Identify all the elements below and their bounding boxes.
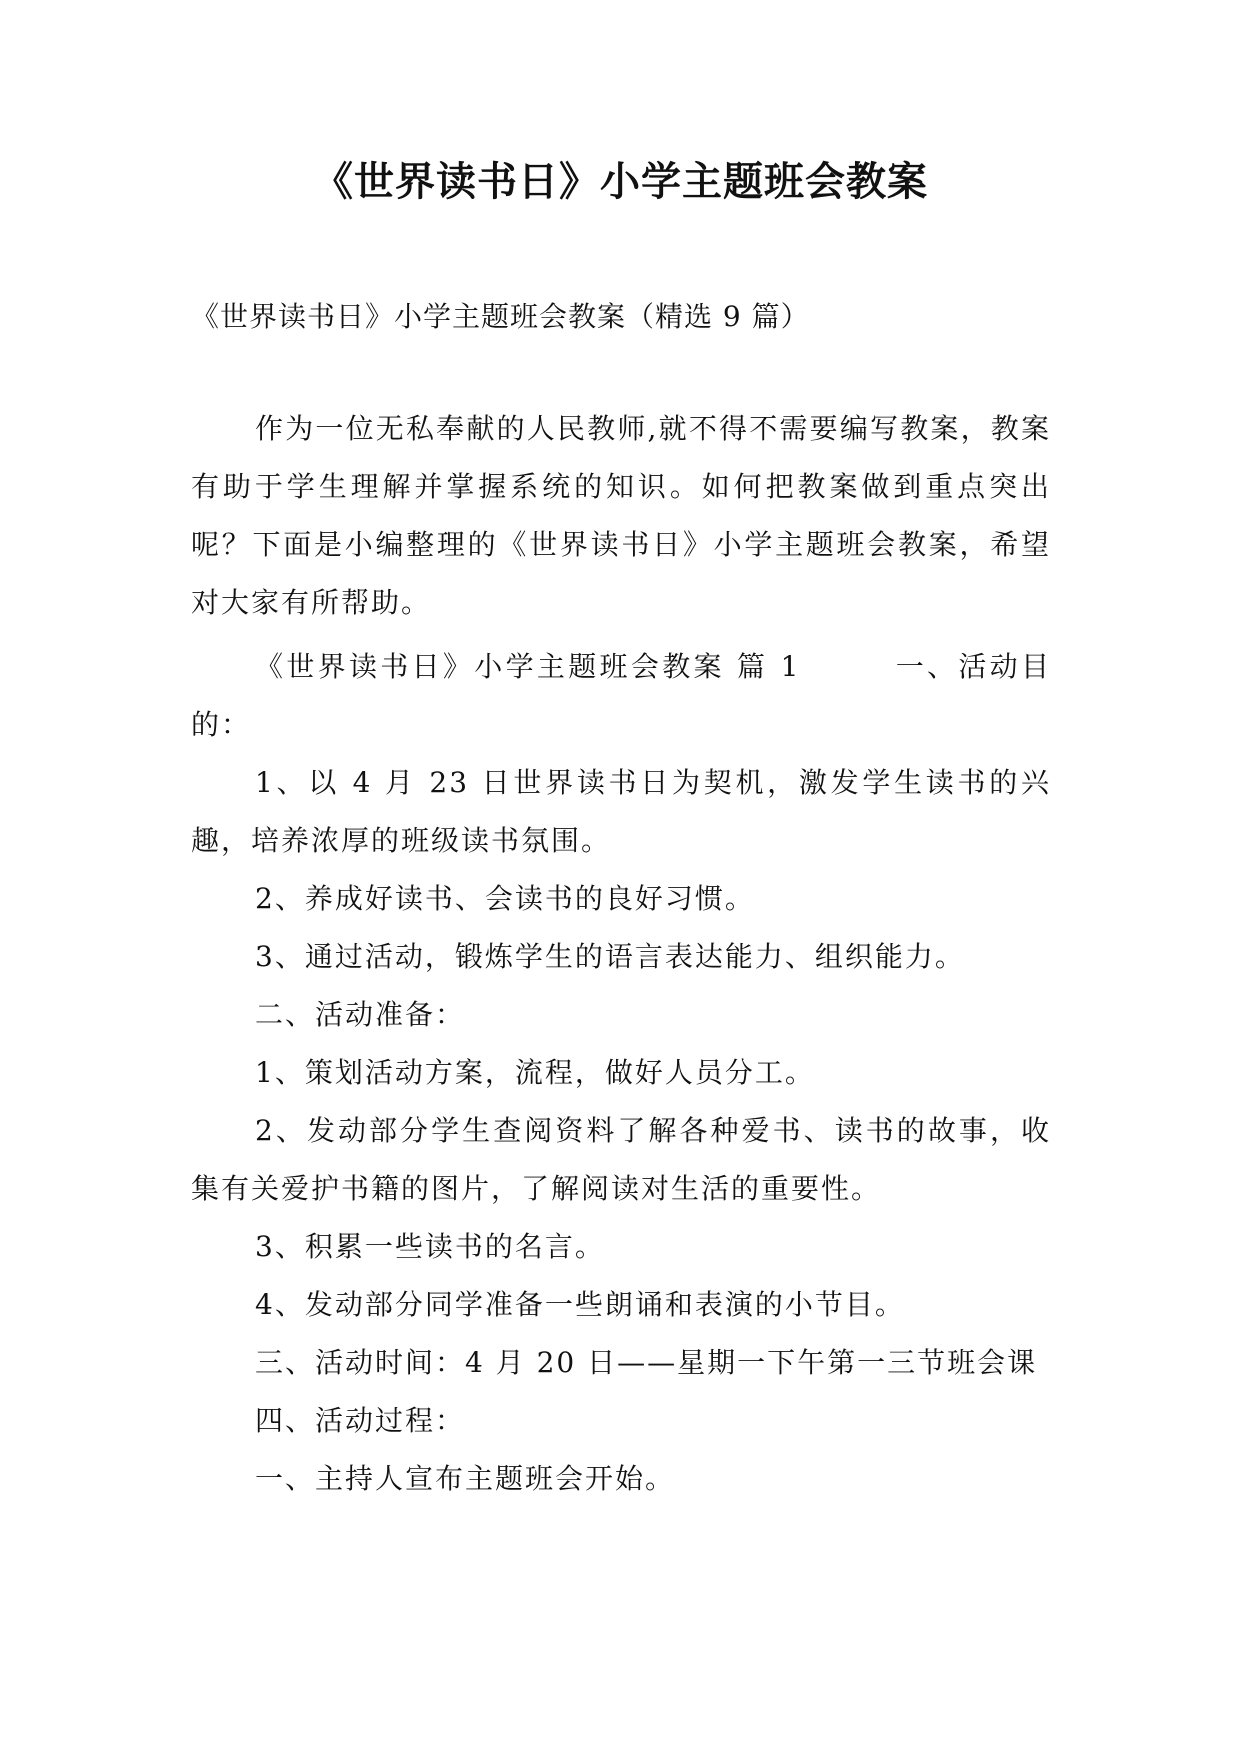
section-heading-paragraph: 《世界读书日》小学主题班会教案 篇 1 一、活动目的： (191, 650, 1051, 741)
paragraph: 3、通过活动，锻炼学生的语言表达能力、组织能力。 (255, 940, 965, 973)
document-body (191, 400, 1051, 1508)
paragraph: 四、活动过程： (255, 1404, 466, 1437)
paragraph: 4、发动部分同学准备一些朗诵和表演的小节目。 (255, 1288, 905, 1321)
document-title: 《世界读书日》小学主题班会教案 (313, 159, 928, 205)
paragraph: 1、以 4 月 23 日世界读书日为契机，激发学生读书的兴趣，培养浓厚的班级读书氛围。 (191, 766, 1051, 857)
intro-paragraph: 作为一位无私奉献的人民教师,就不得不需要编写教案，教案有助于学生理解并掌握系统的知识。如何把教案做到重点突出呢？下面是小编整理的《世界读书日》小学主题班会教案，希望对大家有所帮助。 (191, 412, 1051, 619)
paragraph: 一、主持人宣布主题班会开始。 (255, 1462, 676, 1495)
paragraph: 1、策划活动方案，流程，做好人员分工。 (255, 1056, 815, 1089)
paragraph: 2、发动部分学生查阅资料了解各种爱书、读书的故事，收集有关爱护书籍的图片，了解阅读对生活的重要性。 (191, 1114, 1051, 1205)
paragraph: 3、积累一些读书的名言。 (255, 1230, 605, 1263)
paragraph: 2、养成好读书、会读书的良好习惯。 (255, 882, 755, 915)
document-subtitle: 《世界读书日》小学主题班会教案（精选 9 篇） (191, 300, 810, 333)
paragraph: 三、活动时间：4 月 20 日——星期一下午第一三节班会课 (255, 1346, 1038, 1379)
paragraph: 二、活动准备： (255, 998, 466, 1031)
